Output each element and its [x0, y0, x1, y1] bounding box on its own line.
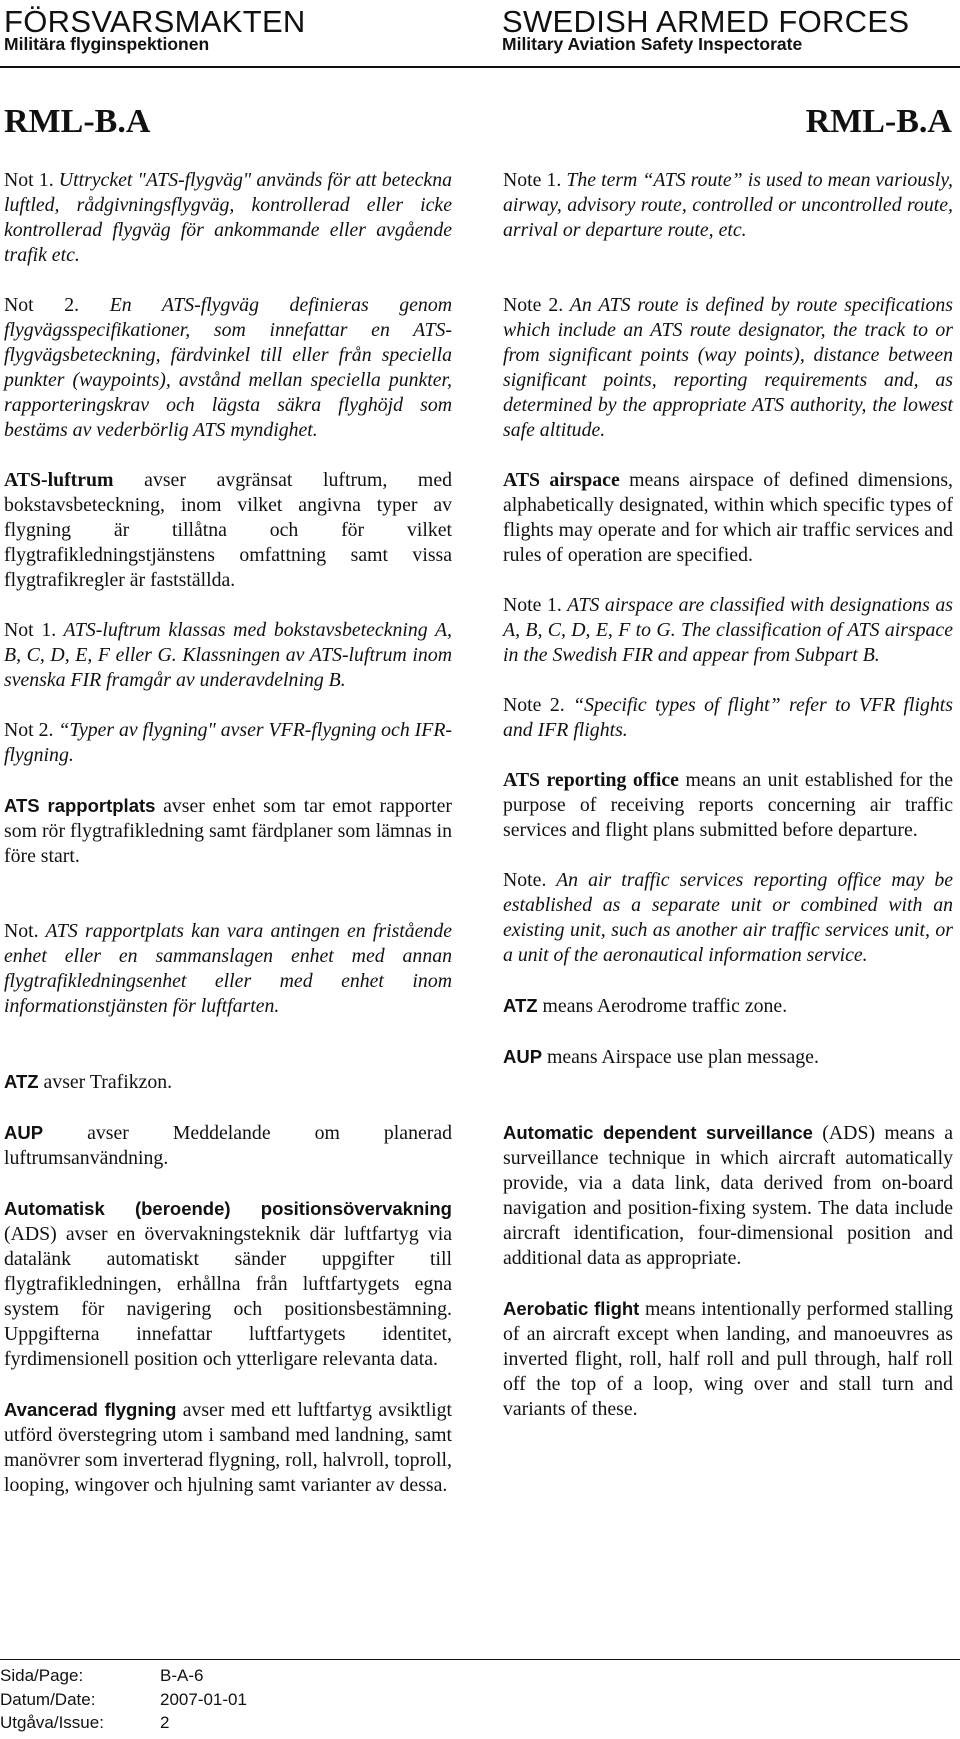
en-airspace-note-2: Note 2. “Specific types of flight” refer to VFR flights and IFR flights. [503, 694, 954, 741]
en-ats-airspace-definition: ATS airspace means airspace of defined dimensions, alphabetically designated, within which specific types of flights may operate and for which air traffic services and rules of operation are specified. [503, 469, 953, 566]
en-airspace-note-1: Note 1. ATS airspace are classified with designations as A, B, C, D, E, F to G. The classification of ATS airspace in the Swedish FIR and appear from Subpart B. [503, 594, 953, 666]
en-reporting-note: Note. An air traffic services reporting office may be established as a separate unit or combined with an existing unit, such as another air traffic services unit, or a unit of the aeronautical information service. [503, 869, 953, 966]
header-org-english: SWEDISH ARMED FORCES [502, 4, 910, 39]
en-atz-definition: ATZ means Aerodrome traffic zone. [503, 995, 788, 1017]
footer-issue-label: Utgåva/Issue: [0, 1713, 104, 1732]
sv-reporting-note: Not. ATS rapportplats kan vara antingen en fristående enhet eller en sammanslagen enhet med annan flygtrafikledningsenhet eller med enhet inom informationstjänsten för luftfarten. [4, 920, 452, 1017]
footer-date-row [0, 1688, 247, 1712]
doc-code-left: RML-B.A [4, 103, 151, 140]
header-divider [0, 66, 960, 68]
swedish-column [4, 168, 452, 1498]
header-org-swedish: FÖRSVARSMAKTEN [4, 4, 306, 39]
sv-airspace-note-2: Not 2. “Typer av flygning" avser VFR-flygning och IFR-flygning. [4, 719, 453, 766]
footer-issue-row [0, 1711, 247, 1735]
english-column [503, 168, 953, 1422]
header-subtitle-english: Military Aviation Safety Inspectorate [502, 34, 803, 54]
sv-note-1: Not 1. Uttrycket "ATS-flygväg" används för att beteckna luftled, rådgivningsflygväg, kontrollerad eller icke kontrollerad flygväg för ankommande eller avgående trafik etc. [4, 169, 452, 266]
en-ats-reporting-definition: ATS reporting office means an unit established for the purpose of receiving reports concerning air traffic services and flight plans submitted before departure. [503, 769, 954, 841]
sv-aerobatic-definition: Avancerad flygning avser med ett luftfartyg avsiktligt utförd överstegring utom i samband med landning, samt manövrer som inverterad flygning, roll, halvroll, toproll, looping, wingover och hjulning samt varianter av dessa. [4, 1399, 452, 1496]
footer-page-label: Sida/Page: [0, 1666, 84, 1685]
header-subtitle-swedish: Militära flyginspektionen [4, 34, 210, 54]
footer-page-row [0, 1664, 247, 1688]
footer-page-value: B-A-6 [160, 1666, 204, 1685]
footer-issue-value: 2 [160, 1713, 170, 1732]
sv-aup-definition: AUP avser Meddelande om planerad luftrumsanvändning. [4, 1122, 452, 1169]
sv-airspace-note-1: Not 1. ATS-luftrum klassas med bokstavsbeteckning A, B, C, D, E, F eller G. Klassningen av ATS-luftrum inom svenska FIR framgår av underavdelning B. [4, 619, 453, 691]
sv-ats-reporting-definition: ATS rapportplats avser enhet som tar emot rapporter som rör flygtrafikledning samt färdplaner som lämnas in före start. [4, 795, 452, 867]
sv-note-2: Not 2. En ATS-flygväg definieras genom flygvägsspecifikationer, som innefattar en ATS-flygvägsbeteckning, färdvinkel till eller från speciella punkter (waypoints), avstånd mellan speciella punkter, rapporteringskrav och lägsta säkra flyghöjd som bestäms av vederbörlig ATS myndighet. [4, 294, 452, 441]
en-note-1: Note 1. The term “ATS route” is used to mean variously, airway, advisory route, controlled or uncontrolled route, arrival or departure route, etc. [503, 169, 953, 241]
en-aup-definition: AUP means Airspace use plan message. [503, 1046, 819, 1068]
footer-date-label: Datum/Date: [0, 1689, 96, 1709]
en-ads-definition: Automatic dependent surveillance (ADS) means a surveillance technique in which aircraft automatically provide, via a data link, data derived from on-board navigation and position-fixing system. The data include aircraft identification, four-dimensional position and additional data as appropriate. [503, 1122, 953, 1269]
en-note-2: Note 2. An ATS route is defined by route specifications which include an ATS route designator, the track to or from significant points (way points), distance between significant points, reporting requirements and, as determined by the appropriate ATS authority, the lowest safe altitude. [503, 294, 954, 441]
footer-date-value: 2007-01-01 [160, 1689, 247, 1709]
sv-atz-definition: ATZ avser Trafikzon. [4, 1071, 173, 1093]
en-aerobatic-definition: Aerobatic flight means intentionally performed stalling of an aircraft except when landing, and manoeuvres as inverted flight, roll, half roll and pull through, half roll off the top of a loop, wing over and stall turn and variants of these. [503, 1298, 953, 1420]
sv-ats-airspace-definition: ATS-luftrum avser avgränsat luftrum, med bokstavsbeteckning, inom vilket angivna typer av flygning är tillåtna och för vilket flygtrafikledningstjänstens omfattning samt vissa flygtrafikregler är fastställda. [4, 469, 452, 591]
doc-code-right: RML-B.A [805, 103, 952, 140]
footer-divider [0, 1659, 960, 1660]
footer [0, 1664, 247, 1735]
sv-ads-definition: Automatisk (beroende) positionsövervakning (ADS) avser en övervakningsteknik där luftfartyg via datalänk automatiskt sänder uppgifter till flygtrafikledningen, erhållna från luftfartygets egna system för navigering och positionsbestämning. Uppgifterna innefattar luftfartygets identitet, fyrdimensionell position och ytterligare relevanta data. [4, 1198, 452, 1370]
